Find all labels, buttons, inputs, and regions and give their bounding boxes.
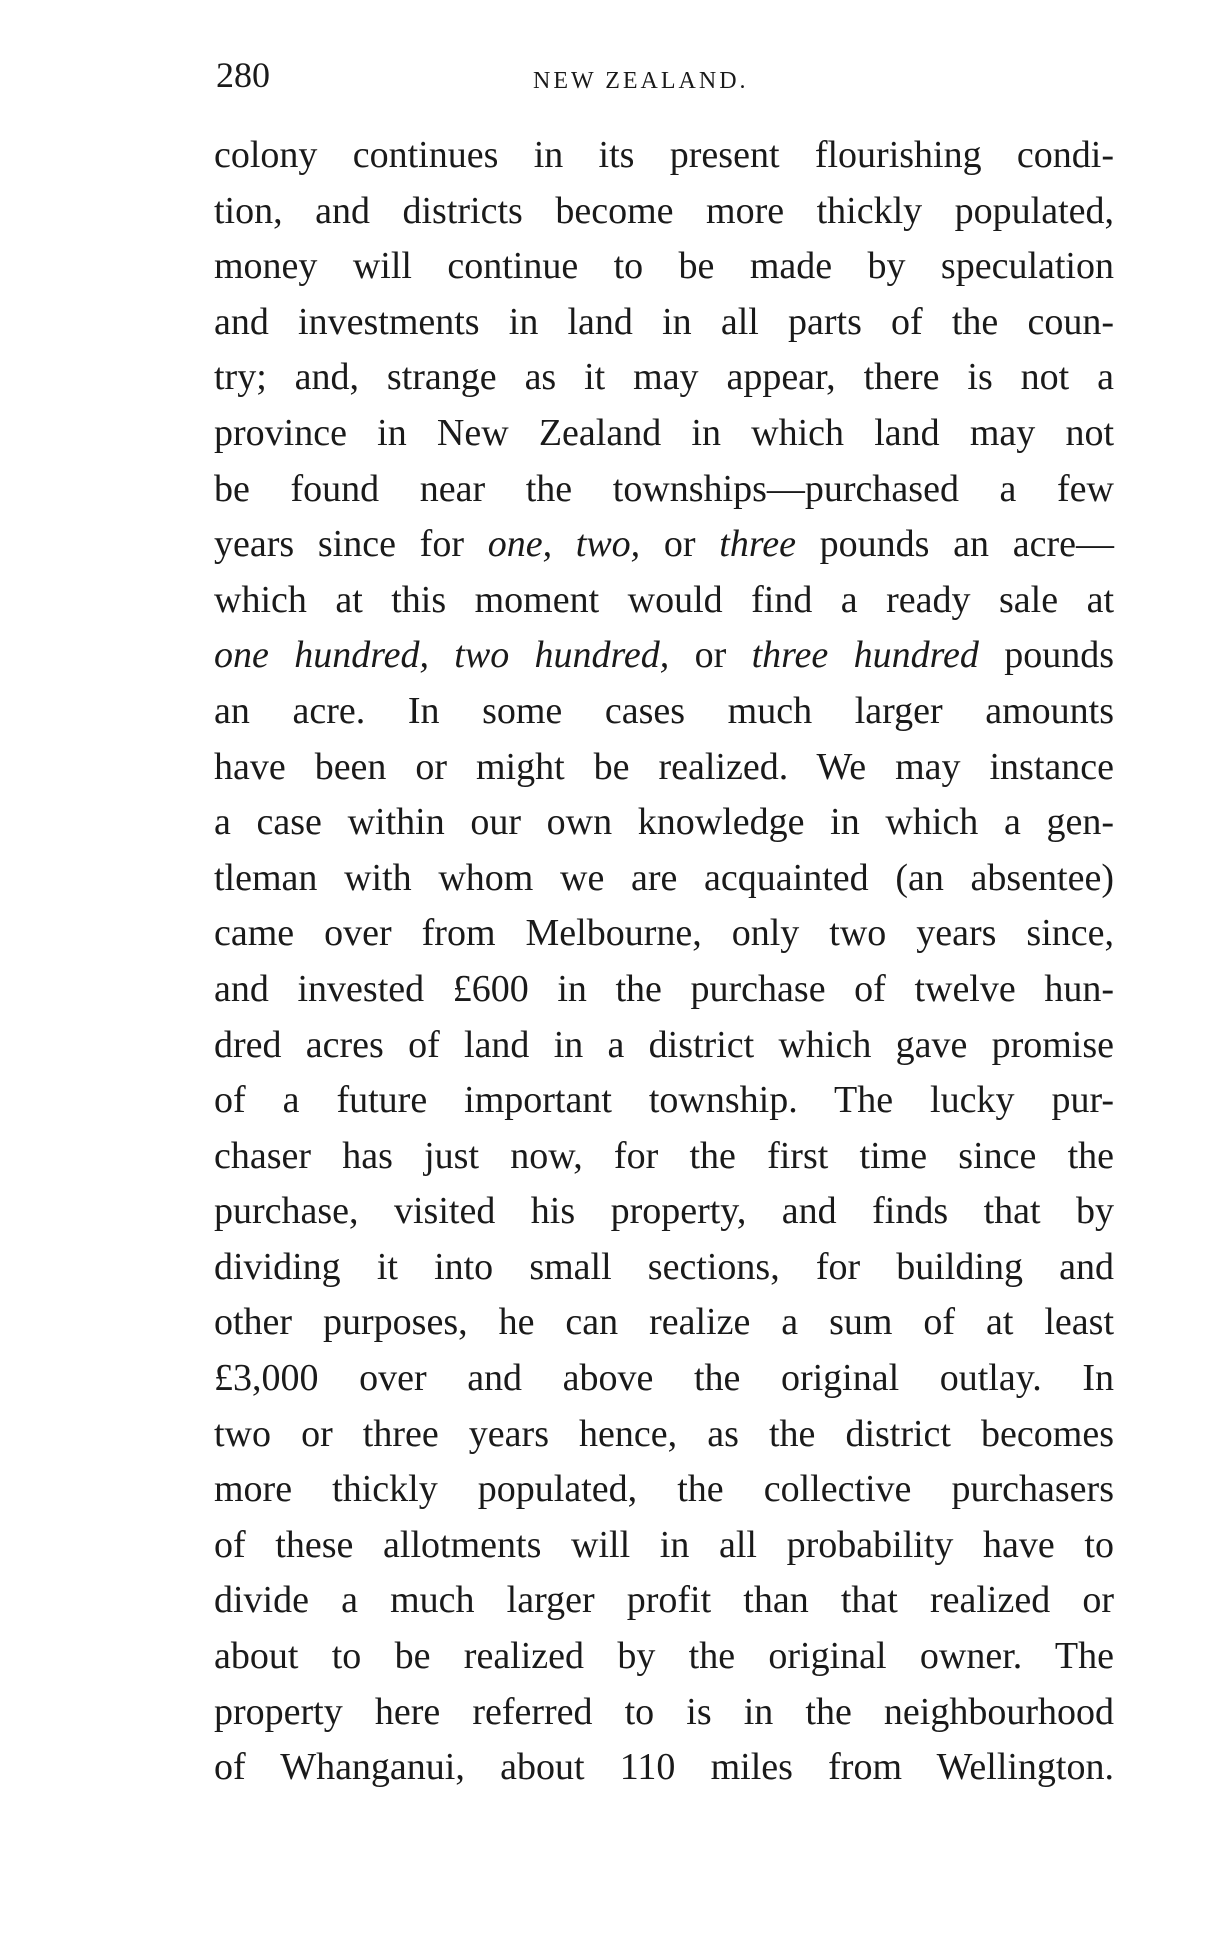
text-line (214, 1685, 1114, 1741)
text-line (214, 1240, 1114, 1296)
text-segment: tion, and districts become more thickly populated, (214, 189, 1114, 232)
text-segment: more thickly populated, the collective purchasers (214, 1468, 1114, 1511)
text-line (214, 184, 1114, 240)
text-line (214, 795, 1114, 851)
text-segment: chaser has just now, for the first time since the (214, 1134, 1114, 1177)
text-segment: pounds (978, 634, 1115, 677)
text-segment: pounds an acre— (795, 523, 1114, 566)
text-segment: of Whanganui, about 110 miles from Wellington. (214, 1746, 1114, 1789)
text-segment: a case within our own knowledge in which a gen- (214, 801, 1114, 844)
text-segment: about to be realized by the original owner. The (214, 1635, 1114, 1678)
text-line (214, 517, 1114, 573)
text-segment: purchase, visited his property, and finds that by (214, 1190, 1114, 1233)
italic-text: three (719, 523, 796, 566)
text-segment: and invested £600 in the purchase of twelve hun- (214, 967, 1114, 1010)
text-segment: be found near the townships—purchased a few (214, 467, 1114, 510)
running-head: NEW ZEALAND. (533, 68, 749, 94)
text-segment: of these allotments will in all probability have to (214, 1523, 1114, 1566)
text-line (214, 1573, 1114, 1629)
text-line (214, 962, 1114, 1018)
text-segment: other purposes, he can realize a sum of at least (214, 1301, 1114, 1344)
italic-text: one, two, (487, 523, 641, 566)
text-segment: property here referred to is in the neighbourhood (214, 1690, 1114, 1733)
text-segment: money will continue to be made by speculation (214, 245, 1114, 288)
text-segment: try; and, strange as it may appear, there is not a (214, 356, 1114, 399)
text-line (214, 1129, 1114, 1185)
body-text (214, 128, 1114, 1796)
text-line (214, 1518, 1114, 1574)
text-line (214, 1073, 1114, 1129)
text-line (214, 628, 1114, 684)
text-line (214, 851, 1114, 907)
text-segment: or (669, 634, 752, 677)
text-line (214, 1295, 1114, 1351)
text-segment: or (640, 523, 720, 566)
italic-text: one hundred, two hundred, (214, 634, 670, 677)
text-line (214, 128, 1114, 184)
text-segment: dividing it into small sections, for building and (214, 1245, 1114, 1288)
text-line (214, 1407, 1114, 1463)
text-segment: dred acres of land in a district which gave promise (214, 1023, 1114, 1066)
text-line (214, 1018, 1114, 1074)
text-segment: colony continues in its present flourishing condi- (214, 134, 1114, 176)
text-line (214, 906, 1114, 962)
page-number: 280 (216, 55, 270, 95)
text-line (214, 740, 1114, 796)
text-segment: province in New Zealand in which land may not (214, 411, 1114, 454)
text-line (214, 462, 1114, 518)
text-line (214, 1629, 1114, 1685)
italic-text: three hundred (751, 634, 979, 677)
text-line (214, 295, 1114, 351)
text-line (214, 684, 1114, 740)
text-line (214, 1351, 1114, 1407)
text-segment: tleman with whom we are acquainted (an absentee) (214, 856, 1114, 899)
text-line (214, 406, 1114, 462)
text-segment: divide a much larger profit than that realized or (214, 1579, 1114, 1622)
text-line (214, 1462, 1114, 1518)
text-segment: of a future important township. The lucky pur- (214, 1079, 1114, 1122)
text-line (214, 573, 1114, 629)
text-segment: and investments in land in all parts of the coun- (214, 300, 1114, 343)
text-segment: years since for (214, 523, 488, 566)
text-segment: two or three years hence, as the district becomes (214, 1412, 1114, 1455)
text-line (214, 1740, 1114, 1796)
text-segment: £3,000 over and above the original outlay. In (214, 1357, 1114, 1400)
text-line (214, 350, 1114, 406)
text-segment: have been or might be realized. We may instance (214, 745, 1114, 788)
page-header (216, 50, 1016, 100)
text-segment: an acre. In some cases much larger amounts (214, 689, 1114, 732)
text-line (214, 239, 1114, 295)
text-segment: came over from Melbourne, only two years since, (214, 912, 1114, 955)
text-segment: which at this moment would find a ready sale at (214, 578, 1114, 621)
text-line (214, 1184, 1114, 1240)
